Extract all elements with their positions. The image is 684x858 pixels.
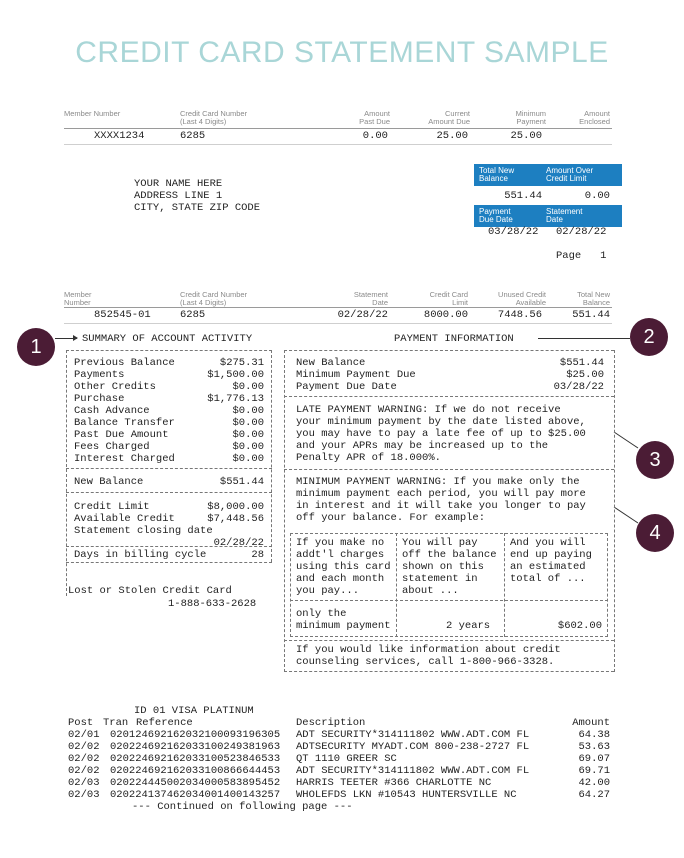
summary-row-value: $275.31 bbox=[219, 357, 264, 369]
example-cell: about ... bbox=[402, 585, 459, 597]
label-unused-credit: Unused Credit Available bbox=[498, 290, 546, 307]
summary-row-value: $1,500.00 bbox=[207, 369, 264, 381]
payment-due-date-value: 03/28/22 bbox=[488, 226, 539, 238]
lost-stolen-phone: 1-888-633-2628 bbox=[168, 598, 257, 610]
summary-heading: SUMMARY OF ACCOUNT ACTIVITY bbox=[82, 333, 253, 345]
callout-1: 1 bbox=[17, 328, 55, 366]
minimum-payment-value: 25.00 bbox=[510, 130, 542, 142]
label-amount-enclosed: Amount Enclosed bbox=[579, 109, 610, 126]
txn-description: ADTSECURITY MYADT.COM 800-238-2727 FL bbox=[296, 741, 530, 753]
counseling-line-1: If you would like information about credit bbox=[296, 644, 561, 656]
payment-row-label: Minimum Payment Due bbox=[296, 369, 416, 381]
summary-available-credit-value: $7,448.56 bbox=[207, 513, 264, 525]
statement-date-label: Statement Date bbox=[546, 207, 583, 224]
txn-header-description: Description bbox=[296, 717, 366, 729]
summary-available-credit-label: Available Credit bbox=[74, 513, 175, 525]
summary-row-value: $0.00 bbox=[232, 381, 264, 393]
txn-post-date: 02/02 bbox=[68, 741, 100, 753]
txn-reference bbox=[110, 765, 280, 777]
example-cell: you pay... bbox=[296, 585, 360, 597]
late-warning-line: and your APRs may be increased up to the bbox=[296, 440, 549, 452]
example-cell: If you make no bbox=[296, 537, 385, 549]
dates-box-header bbox=[474, 205, 622, 227]
min-warning-line: minimum payment each period, you will pay more bbox=[296, 488, 586, 500]
callout-4-pointer bbox=[612, 505, 642, 529]
label-minimum-payment: Minimum Payment bbox=[515, 109, 546, 126]
example-cell: You will pay bbox=[402, 537, 478, 549]
txn-amount: 69.71 bbox=[578, 765, 610, 777]
example-cell: end up paying bbox=[510, 549, 592, 561]
min-warning-line: MINIMUM PAYMENT WARNING: If you make only the bbox=[296, 476, 580, 488]
address-name: YOUR NAME HERE bbox=[134, 178, 223, 190]
example-cell: an estimated bbox=[510, 561, 586, 573]
txn-reference-main: 0202246921620331008 bbox=[110, 765, 230, 777]
txn-reference-suffix: 81963 bbox=[248, 741, 281, 753]
statement-date-value: 02/28/22 bbox=[556, 226, 607, 238]
txn-header-tran: Tran bbox=[103, 717, 129, 729]
summary-credit-limit-label: Credit Limit bbox=[74, 501, 150, 513]
summary-row-value: $0.00 bbox=[232, 441, 264, 453]
summary-row-label: Previous Balance bbox=[74, 357, 175, 369]
address-city: CITY, STATE ZIP CODE bbox=[134, 202, 261, 214]
min-warning-line: in interest and it will take you longer to pay bbox=[296, 500, 586, 512]
txn-header-amount: Amount bbox=[572, 717, 610, 729]
txn-amount: 64.27 bbox=[578, 789, 610, 801]
summary-new-balance-value: $551.44 bbox=[219, 476, 264, 488]
card-title: ID 01 VISA PLATINUM bbox=[134, 705, 254, 717]
txn-amount: 69.07 bbox=[578, 753, 610, 765]
txn-reference-suffix: 05 bbox=[267, 729, 281, 741]
summary-row-label: Other Credits bbox=[74, 381, 156, 393]
label-card-number: Credit Card Number (Last 4 Digits) bbox=[180, 109, 248, 126]
amount-past-due-value: 0.00 bbox=[362, 130, 388, 142]
txn-description: QT 1110 GREER SC bbox=[296, 753, 397, 765]
label-member-number: Member Number bbox=[64, 109, 121, 118]
txn-reference-suffix: 00143257 bbox=[229, 789, 281, 801]
summary-row-label: Payments bbox=[74, 369, 125, 381]
callout-2-arrow bbox=[538, 338, 630, 339]
summary-row-value: $0.00 bbox=[232, 417, 264, 429]
label-amount-past-due: Amount Past Due bbox=[359, 109, 390, 126]
summary-row-label: Interest Charged bbox=[74, 453, 175, 465]
txn-reference-main: 0202246921620331005238 bbox=[110, 753, 249, 765]
counseling-line-2: counseling services, call 1-800-966-3328. bbox=[296, 656, 555, 668]
min-warning-line: off your balance. For example: bbox=[296, 512, 486, 524]
txn-reference-suffix: 66644453 bbox=[229, 765, 281, 777]
label-card-number-2: Credit Card Number (Last 4 Digits) bbox=[180, 290, 248, 307]
statement-date-value-2: 02/28/22 bbox=[337, 309, 388, 321]
late-warning-line: you may have to pay a late fee of up to $25.00 bbox=[296, 428, 586, 440]
lost-stolen-label: Lost or Stolen Credit Card bbox=[68, 585, 232, 597]
example-cell: statement in bbox=[402, 573, 478, 585]
amount-over-limit-label: Amount Over Credit Limit bbox=[546, 166, 594, 183]
late-warning-line: LATE PAYMENT WARNING: If we do not receive bbox=[296, 404, 561, 416]
example-row-label-2: minimum payment bbox=[296, 620, 391, 632]
example-row-label-1: only the bbox=[296, 608, 347, 620]
member-number-value: XXXX1234 bbox=[94, 130, 145, 142]
unused-credit-value: 7448.56 bbox=[497, 309, 542, 321]
txn-description: HARRIS TEETER #366 CHARLOTTE NC bbox=[296, 777, 492, 789]
continued-note: --- Continued on following page --- bbox=[132, 801, 353, 813]
callout-3-pointer bbox=[612, 430, 642, 454]
summary-closing-date-value: 02/28/22 bbox=[213, 537, 264, 549]
txn-amount: 42.00 bbox=[578, 777, 610, 789]
callout-4: 4 bbox=[636, 514, 674, 552]
amount-over-limit-value: 0.00 bbox=[584, 190, 610, 202]
txn-reference-suffix: 83895452 bbox=[229, 777, 281, 789]
example-cell: And you will bbox=[510, 537, 586, 549]
txn-reference bbox=[110, 789, 280, 801]
summary-closing-date-label: Statement closing date bbox=[74, 525, 213, 537]
payment-row-label: New Balance bbox=[296, 357, 366, 369]
card-number-value-2: 6285 bbox=[180, 309, 206, 321]
txn-reference-main: 0201246921620321000931963 bbox=[110, 729, 268, 741]
txn-reference-main: 0202241374620340014 bbox=[110, 789, 230, 801]
txn-amount: 64.38 bbox=[578, 729, 610, 741]
payment-row-label: Payment Due Date bbox=[296, 381, 397, 393]
summary-row-label: Fees Charged bbox=[74, 441, 150, 453]
callout-1-arrowhead bbox=[73, 335, 78, 341]
txn-post-date: 02/03 bbox=[68, 789, 100, 801]
page-number: Page 1 bbox=[556, 250, 607, 262]
address-line: ADDRESS LINE 1 bbox=[134, 190, 223, 202]
txn-reference bbox=[110, 753, 280, 765]
summary-row-value: $0.00 bbox=[232, 429, 264, 441]
summary-row-label: Cash Advance bbox=[74, 405, 150, 417]
example-row-years: 2 years bbox=[446, 620, 491, 632]
member-number-value-2: 852545-01 bbox=[94, 309, 151, 321]
payment-row-value: $25.00 bbox=[566, 369, 604, 381]
page-title: CREDIT CARD STATEMENT SAMPLE bbox=[75, 36, 609, 69]
balance-box-header bbox=[474, 164, 622, 186]
label-total-new-balance: Total New Balance bbox=[577, 290, 610, 307]
txn-reference-main: 0202244450020340005 bbox=[110, 777, 230, 789]
credit-limit-value: 8000.00 bbox=[423, 309, 468, 321]
payment-row-value: $551.44 bbox=[559, 357, 604, 369]
label-current-amount-due: Current Amount Due bbox=[428, 109, 470, 126]
txn-header-post: Post bbox=[68, 717, 94, 729]
example-row-total: $602.00 bbox=[557, 620, 602, 632]
txn-post-date: 02/02 bbox=[68, 753, 100, 765]
payment-row-value: 03/28/22 bbox=[553, 381, 604, 393]
summary-row-value: $0.00 bbox=[232, 453, 264, 465]
summary-row-label: Past Due Amount bbox=[74, 429, 169, 441]
example-cell: using this card bbox=[296, 561, 391, 573]
txn-description: WHOLEFDS LKN #10543 HUNTERSVILLE NC bbox=[296, 789, 517, 801]
txn-description: ADT SECURITY*314111802 WWW.ADT.COM FL bbox=[296, 765, 530, 777]
txn-post-date: 02/03 bbox=[68, 777, 100, 789]
payment-due-date-label: Payment Due Date bbox=[479, 207, 513, 224]
total-new-balance-value-2: 551.44 bbox=[572, 309, 610, 321]
txn-reference-main: 0202246921620331002493 bbox=[110, 741, 249, 753]
txn-post-date: 02/01 bbox=[68, 729, 100, 741]
txn-reference bbox=[110, 741, 280, 753]
late-warning-line: Penalty APR of 18.000%. bbox=[296, 452, 441, 464]
example-cell: and each month bbox=[296, 573, 385, 585]
txn-reference bbox=[110, 729, 280, 741]
payment-info-heading: PAYMENT INFORMATION bbox=[394, 333, 514, 345]
txn-post-date: 02/02 bbox=[68, 765, 100, 777]
txn-header-reference: Reference bbox=[136, 717, 193, 729]
total-new-balance-value: 551.44 bbox=[504, 190, 542, 202]
total-new-balance-label: Total New Balance bbox=[479, 166, 515, 183]
card-number-value: 6285 bbox=[180, 130, 206, 142]
label-statement-date: Statement Date bbox=[353, 290, 388, 307]
txn-reference-suffix: 46533 bbox=[248, 753, 281, 765]
summary-row-value: $0.00 bbox=[232, 405, 264, 417]
txn-reference bbox=[110, 777, 280, 789]
example-cell: shown on this bbox=[402, 561, 484, 573]
summary-row-label: Balance Transfer bbox=[74, 417, 175, 429]
current-amount-due-value: 25.00 bbox=[436, 130, 468, 142]
summary-billing-cycle-label: Days in billing cycle bbox=[74, 549, 207, 561]
summary-billing-cycle-value: 28 bbox=[251, 549, 264, 561]
example-cell: off the balance bbox=[402, 549, 497, 561]
summary-credit-limit-value: $8,000.00 bbox=[207, 501, 264, 513]
example-cell: addt'l charges bbox=[296, 549, 385, 561]
summary-row-value: $1,776.13 bbox=[207, 393, 264, 405]
late-warning-line: your minimum payment by the date listed above, bbox=[296, 416, 586, 428]
txn-description: ADT SECURITY*314111802 WWW.ADT.COM FL bbox=[296, 729, 530, 741]
summary-new-balance-label: New Balance bbox=[74, 476, 144, 488]
label-member-number-2: Member Number bbox=[64, 290, 92, 307]
callout-3: 3 bbox=[636, 441, 674, 479]
summary-row-label: Purchase bbox=[74, 393, 125, 405]
example-cell: total of ... bbox=[510, 573, 586, 585]
callout-2: 2 bbox=[630, 318, 668, 356]
label-credit-limit: Credit Card Limit bbox=[429, 290, 468, 307]
txn-amount: 53.63 bbox=[578, 741, 610, 753]
